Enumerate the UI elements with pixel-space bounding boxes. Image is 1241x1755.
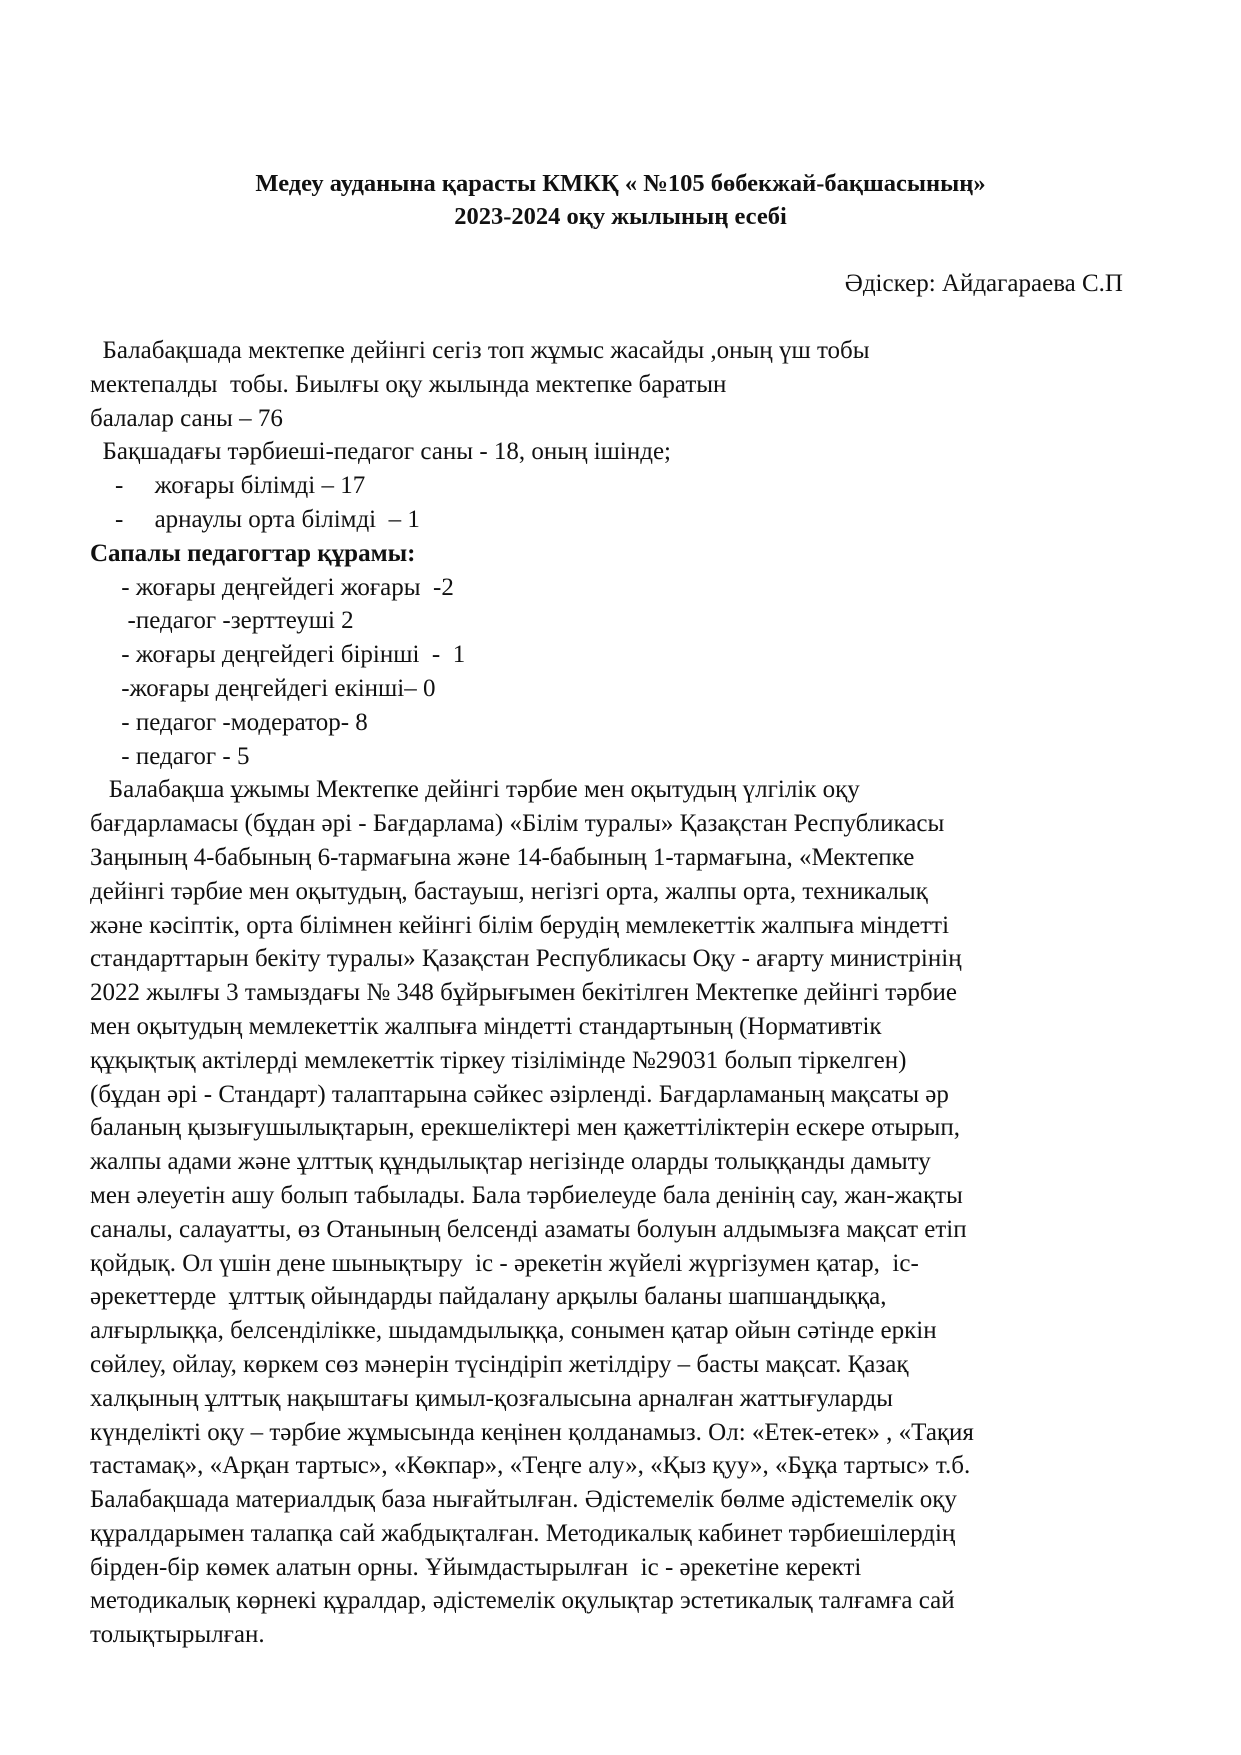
paragraph-line: Балабақшада материалдық база нығайтылған. Әдістемелік бөлме әдістемелік оқу [90,1486,957,1514]
document-title-line1: Медеу ауданына қарасты КМКҚ « №105 бөбекжай-бақшасының» [255,170,986,197]
paragraph-line: толықтырылған. [90,1621,265,1649]
intro-list-item: - жоғары білімді – 17 [90,472,366,500]
paragraph-line: Заңының 4-бабының 6-тармағына және 14-бабының 1-тармағына, «Мектепке [90,843,915,871]
paragraph-line: методикалық көрнекі құралдар, әдістемелік оқулықтар эстетикалық талғамға сай [90,1587,955,1615]
intro-list-item: - арнаулы орта білімді – 1 [90,505,420,533]
document-title-line2: 2023-2024 оқу жылының есебі [454,203,787,230]
quality-list-item: -педагог -зерттеуші 2 [90,607,354,635]
document-body [90,334,1150,1652]
paragraph-line: бағдарламасы (бұдан әрі - Бағдарлама) «Білім туралы» Қазақстан Республикасы [90,810,945,838]
paragraph-line: 2022 жылғы 3 тамыздағы № 348 бұйрығымен бекітілген Мектепке дейінгі тәрбие [90,979,958,1007]
paragraph-line: күнделікті оқу – тәрбие жұмысында кеңінен қолданамыз. Ол: «Етек-етек» , «Тақия [90,1418,974,1446]
paragraph-line: баланың қызығушылықтарын, ерекшеліктері мен қажеттіліктерін ескере отырып, [90,1114,960,1142]
paragraph-line: тастамақ», «Арқан тартыс», «Көкпар», «Теңге алу», «Қыз қуу», «Бұқа тартыс» т.б. [90,1452,971,1480]
paragraph-line: қойдық. Ол үшін дене шынықтыру іс - әрекетін жүйелі жүргізумен қатар, іс- [90,1249,919,1277]
intro-line: Бақшадағы тәрбиеші-педагог саны - 18, оның ішінде; [90,438,671,466]
paragraph-line: (бұдан әрі - Стандарт) талаптарына сәйкес әзірленді. Бағдарламаның мақсаты әр [90,1080,949,1108]
paragraph-line: жалпы адами және ұлттық құндылықтар негізінде оларды толыққанды дамыту [90,1148,931,1176]
paragraph-line: мен оқытудың мемлекеттік жалпыға міндетті стандартының (Нормативтік [90,1012,882,1040]
intro-line: мектепалды тобы. Биылғы оқу жылында мектепке баратын [90,370,727,398]
intro-line: балалар саны – 76 [90,404,283,432]
paragraph-line: әрекеттерде ұлттық ойындарды пайдалану арқылы баланы шапшаңдыққа, [90,1283,887,1311]
paragraph-line: алғырлыққа, белсенділікке, шыдамдылыққа, сонымен қатар ойын сәтінде еркін [90,1317,937,1345]
author-line: Әдіскер: Айдагараева С.П [844,270,1123,297]
paragraph-line: және кәсіптік, орта білімнен кейінгі білім берудің мемлекеттік жалпыға міндетті [90,911,950,939]
quality-list-item: -жоғары деңгейдегі екінші– 0 [90,674,436,702]
paragraph-line: бірден-бір көмек алатын орны. Ұйымдастырылған іс - әрекетіне керекті [90,1553,862,1581]
paragraph-line: халқының ұлттық нақыштағы қимыл-қозғалысына арналған жаттығуларды [90,1384,893,1412]
quality-list-item: - жоғары деңгейдегі бірінші - 1 [90,641,466,669]
quality-list-item: - педагог -модератор- 8 [90,708,368,736]
paragraph-line: мен әлеуетін ашу болып табылады. Бала тәрбиелеуде бала денінің сау, жан-жақты [90,1181,963,1209]
quality-heading: Сапалы педагогтар құрамы: [90,539,416,567]
paragraph-line: құқықтық актілерді мемлекеттік тіркеу тізілімінде №29031 болып тіркелген) [90,1046,907,1074]
paragraph-line: дейінгі тәрбие мен оқытудың, бастауыш, негізгі орта, жалпы орта, техникалық [90,877,928,905]
paragraph-line: құралдарымен талапқа сай жабдықталған. Методикалық кабинет тәрбиешілердің [90,1519,956,1547]
paragraph-line: стандарттарын бекіту туралы» Қазақстан Республикасы Оқу - ағарту министрінің [90,945,962,973]
quality-list-item: - жоғары деңгейдегі жоғары -2 [90,573,454,601]
paragraph-line: сөйлеу, ойлау, көркем сөз мәнерін түсіндіріп жетілдіру – басты мақсат. Қазақ [90,1350,909,1378]
paragraph-line: саналы, салауатты, өз Отанының белсенді азаматы болуын алдымызға мақсат етіп [90,1215,967,1243]
paragraph-line: Балабақша ұжымы Мектепке дейінгі тәрбие мен оқытудың үлгілік оқу [90,776,860,804]
quality-list-item: - педагог - 5 [90,742,250,770]
intro-line: Балабақшада мектепке дейінгі сегіз топ жұмыс жасайды ,оның үш тобы [90,337,870,364]
